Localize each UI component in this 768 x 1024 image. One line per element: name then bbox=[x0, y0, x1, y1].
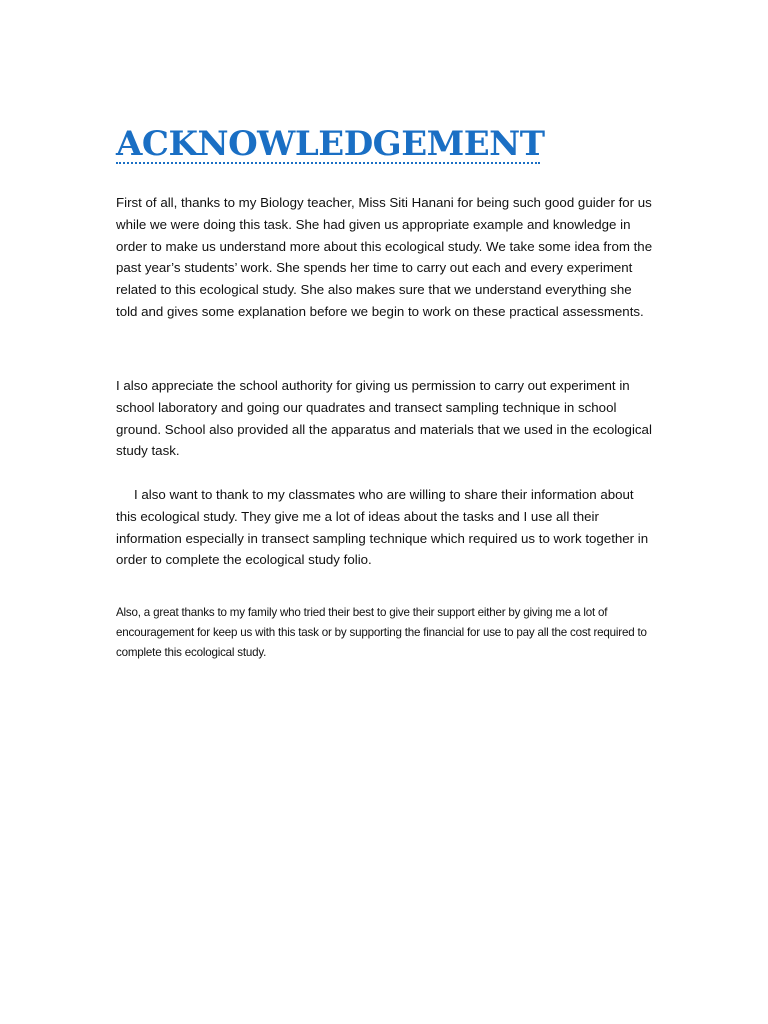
paragraph-teacher-thanks: First of all, thanks to my Biology teacher, Miss Siti Hanani for being such good guider for us while we were doing this task. She had given us appropriate example and knowledge in order to make us understand more about this ecological study. We take some idea from the past year’s students’ work. She spends her time to carry out each and every experiment related to this ecological study. She also makes sure that we understand everything she told and gives some explanation before we begin to work on these practical assessments. bbox=[116, 195, 653, 319]
paragraph-classmates-thanks: I also want to thank to my classmates who are willing to share their information about this ecological study. They give me a lot of ideas about the tasks and I use all their information especially in transect sampling technique which required us to work together in order to complete the ecological study folio. bbox=[116, 487, 649, 568]
paragraph-school-thanks: I also appreciate the school authority for giving us permission to carry out experiment in school laboratory and going our quadrates and transect sampling technique in school ground. School also provided all the apparatus and materials that we used in the ecological study task. bbox=[116, 378, 652, 459]
page-title: ACKNOWLEDGEMENT bbox=[116, 124, 545, 164]
paragraph-family-thanks: Also, a great thanks to my family who tried their best to give their support either by giving me a lot of encouragement for keep us with this task or by supporting the financial for use to pay all the cost required to complete this ecological study. bbox=[116, 606, 647, 659]
title-underline bbox=[116, 162, 540, 166]
